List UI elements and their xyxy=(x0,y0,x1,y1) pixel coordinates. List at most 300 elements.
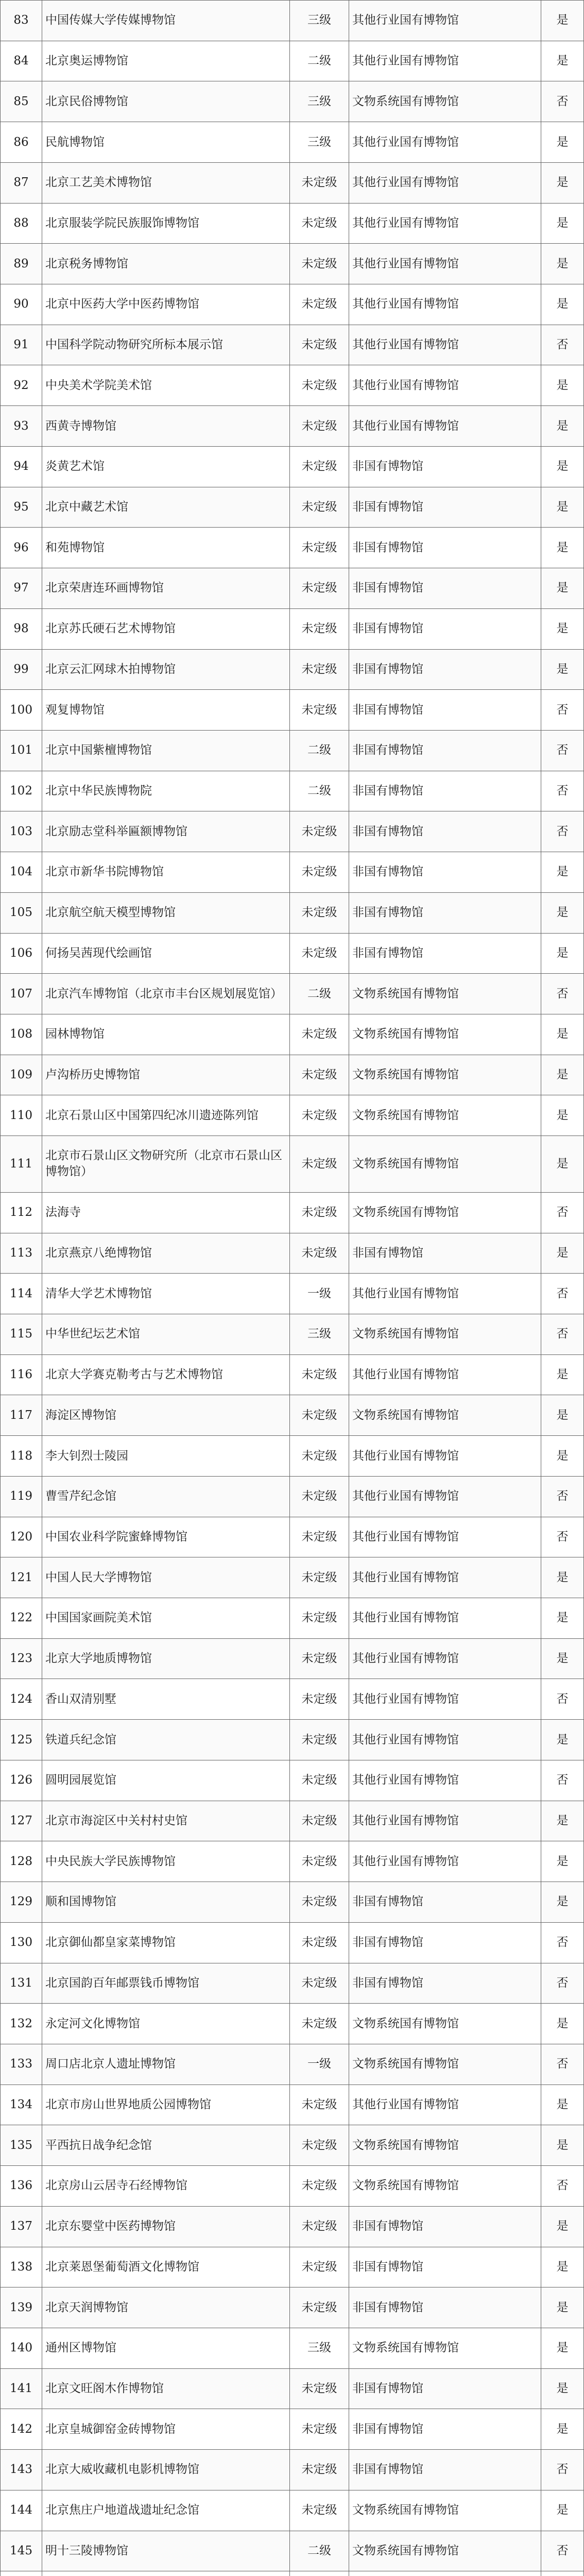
museum-name: 北京东婴堂中医药博物馆 xyxy=(42,2206,290,2247)
table-row xyxy=(1,365,584,406)
free-entry: 是 xyxy=(541,1055,584,1095)
row-number: 111 xyxy=(1,1136,42,1193)
museum-category: 其他行业国有博物馆 xyxy=(349,1436,541,1477)
museum-level: 未定级 xyxy=(290,933,349,974)
museum-level: 未定级 xyxy=(290,608,349,649)
free-entry: 是 xyxy=(541,487,584,528)
museum-category: 其他行业国有博物馆 xyxy=(349,1557,541,1598)
museum-name: 中国农业科学院蜜蜂博物馆 xyxy=(42,1517,290,1557)
museum-name: 清华大学艺术博物馆 xyxy=(42,1274,290,1314)
row-number: 118 xyxy=(1,1436,42,1477)
free-entry: 否 xyxy=(541,690,584,731)
free-entry: 是 xyxy=(541,2125,584,2166)
row-number: 110 xyxy=(1,1095,42,1136)
museum-name: 中国人民大学博物馆 xyxy=(42,1557,290,1598)
museum-level: 未定级 xyxy=(290,1136,349,1193)
museum-level: 未定级 xyxy=(290,2450,349,2490)
free-entry: 是 xyxy=(541,2206,584,2247)
free-entry: 是 xyxy=(541,1136,584,1193)
row-number: 84 xyxy=(1,41,42,81)
table-row xyxy=(1,1354,584,1395)
table-row xyxy=(1,1095,584,1136)
museum-level: 未定级 xyxy=(290,1638,349,1679)
table-row xyxy=(1,406,584,447)
table-row xyxy=(1,446,584,487)
row-number: 97 xyxy=(1,568,42,609)
museum-level: 未定级 xyxy=(290,1720,349,1760)
museum-level: 未定级 xyxy=(290,528,349,568)
free-entry: 否 xyxy=(541,325,584,365)
free-entry: 是 xyxy=(541,1095,584,1136)
museum-level: 未定级 xyxy=(290,2084,349,2125)
museum-name: 北京石景山区中国第四纪冰川遗迹陈列馆 xyxy=(42,1095,290,1136)
museum-name: 观复博物馆 xyxy=(42,690,290,731)
museum-name: 法海寺 xyxy=(42,1192,290,1233)
museum-name: 北京汽车博物馆（北京市丰台区规划展览馆） xyxy=(42,974,290,1014)
row-number: 99 xyxy=(1,649,42,690)
free-entry: 否 xyxy=(541,771,584,811)
row-number: 145 xyxy=(1,2531,42,2571)
museum-category: 非国有博物馆 xyxy=(349,649,541,690)
museum-level: 二级 xyxy=(290,974,349,1014)
row-number: 87 xyxy=(1,162,42,203)
row-number: 93 xyxy=(1,406,42,447)
museum-category: 文物系统国有博物馆 xyxy=(349,974,541,1014)
free-entry: 是 xyxy=(541,1,584,41)
museum-category: 非国有博物馆 xyxy=(349,892,541,933)
museum-level: 未定级 xyxy=(290,1922,349,1963)
museum-category: 非国有博物馆 xyxy=(349,608,541,649)
row-number: 100 xyxy=(1,690,42,731)
free-entry: 否 xyxy=(541,974,584,1014)
museum-name: 北京励志堂科举匾额博物馆 xyxy=(42,811,290,852)
table-row xyxy=(1,2125,584,2166)
museum-category: 非国有博物馆 xyxy=(349,1922,541,1963)
museum-category: 文物系统国有博物馆 xyxy=(349,2490,541,2531)
museum-level: 未定级 xyxy=(290,2004,349,2044)
free-entry: 是 xyxy=(541,203,584,244)
museum-category: 非国有博物馆 xyxy=(349,446,541,487)
free-entry: 是 xyxy=(541,852,584,893)
museum-name: 周口店北京人遗址博物馆 xyxy=(42,2044,290,2084)
table-row xyxy=(1,2206,584,2247)
museum-category: 非国有博物馆 xyxy=(349,690,541,731)
row-number: 91 xyxy=(1,325,42,365)
table-row xyxy=(1,2044,584,2084)
museum-level: 未定级 xyxy=(290,1963,349,2004)
free-entry: 是 xyxy=(541,528,584,568)
table-row xyxy=(1,974,584,1014)
museum-name: 曹雪芹纪念馆 xyxy=(42,1476,290,1517)
table-row xyxy=(1,1679,584,1720)
museum-level: 二级 xyxy=(290,2531,349,2571)
museum-category: 其他行业国有博物馆 xyxy=(349,1801,541,1841)
museum-name xyxy=(42,2571,290,2576)
museum-level: 未定级 xyxy=(290,2166,349,2207)
free-entry: 是 xyxy=(541,41,584,81)
museum-level: 三级 xyxy=(290,122,349,163)
museum-level: 未定级 xyxy=(290,325,349,365)
museum-name: 北京皇城御窑金砖博物馆 xyxy=(42,2409,290,2450)
museum-level: 未定级 xyxy=(290,1557,349,1598)
museum-category: 非国有博物馆 xyxy=(349,1882,541,1923)
table-row xyxy=(1,2571,584,2576)
museum-category: 文物系统国有博物馆 xyxy=(349,1314,541,1355)
museum-category: 其他行业国有博物馆 xyxy=(349,244,541,284)
museum-name: 北京大威收藏机电影机博物馆 xyxy=(42,2450,290,2490)
row-number: 126 xyxy=(1,1760,42,1801)
museum-name: 北京中国紫檀博物馆 xyxy=(42,730,290,771)
museum-category: 非国有博物馆 xyxy=(349,568,541,609)
table-row xyxy=(1,1638,584,1679)
table-row xyxy=(1,81,584,122)
museum-level xyxy=(290,2571,349,2576)
table-row xyxy=(1,1801,584,1841)
museum-category: 非国有博物馆 xyxy=(349,487,541,528)
free-entry: 否 xyxy=(541,1517,584,1557)
museum-name: 北京大学地质博物馆 xyxy=(42,1638,290,1679)
museum-level: 未定级 xyxy=(290,1476,349,1517)
table-row xyxy=(1,2004,584,2044)
museum-category: 非国有博物馆 xyxy=(349,933,541,974)
free-entry: 否 xyxy=(541,2044,584,2084)
table-row xyxy=(1,1720,584,1760)
museum-name: 铁道兵纪念馆 xyxy=(42,1720,290,1760)
row-number: 135 xyxy=(1,2125,42,2166)
row-number: 108 xyxy=(1,1014,42,1055)
museum-level: 未定级 xyxy=(290,162,349,203)
free-entry: 是 xyxy=(541,365,584,406)
free-entry: 是 xyxy=(541,2084,584,2125)
museum-category: 非国有博物馆 xyxy=(349,771,541,811)
museum-name: 明十三陵博物馆 xyxy=(42,2531,290,2571)
museum-name: 北京航空航天模型博物馆 xyxy=(42,892,290,933)
museum-level: 未定级 xyxy=(290,690,349,731)
free-entry: 是 xyxy=(541,1638,584,1679)
free-entry: 是 xyxy=(541,1233,584,1274)
museum-level: 未定级 xyxy=(290,284,349,325)
museum-category: 非国有博物馆 xyxy=(349,2409,541,2450)
row-number: 128 xyxy=(1,1841,42,1882)
row-number: 121 xyxy=(1,1557,42,1598)
table-row xyxy=(1,730,584,771)
museum-name: 中央美术学院美术馆 xyxy=(42,365,290,406)
museum-level: 未定级 xyxy=(290,2125,349,2166)
museum-name: 北京云汇网球木拍博物馆 xyxy=(42,649,290,690)
row-number: 83 xyxy=(1,1,42,41)
free-entry: 否 xyxy=(541,2166,584,2207)
museum-level: 未定级 xyxy=(290,1760,349,1801)
table-row xyxy=(1,1395,584,1436)
museum-category: 其他行业国有博物馆 xyxy=(349,1679,541,1720)
table-row xyxy=(1,2490,584,2531)
table-row xyxy=(1,487,584,528)
free-entry: 是 xyxy=(541,2409,584,2450)
free-entry: 是 xyxy=(541,1436,584,1477)
table-row xyxy=(1,1557,584,1598)
row-number: 141 xyxy=(1,2368,42,2409)
free-entry: 否 xyxy=(541,1760,584,1801)
table-row xyxy=(1,2247,584,2287)
free-entry: 否 xyxy=(541,1963,584,2004)
museum-name: 中国国家画院美术馆 xyxy=(42,1598,290,1639)
table-row xyxy=(1,528,584,568)
museum-level: 未定级 xyxy=(290,1436,349,1477)
museum-name: 北京中医药大学中医药博物馆 xyxy=(42,284,290,325)
row-number: 131 xyxy=(1,1963,42,2004)
museum-name: 顺和国博物馆 xyxy=(42,1882,290,1923)
row-number: 125 xyxy=(1,1720,42,1760)
museum-name: 炎黄艺术馆 xyxy=(42,446,290,487)
free-entry: 否 xyxy=(541,81,584,122)
museum-level: 未定级 xyxy=(290,2247,349,2287)
row-number: 89 xyxy=(1,244,42,284)
museum-category: 其他行业国有博物馆 xyxy=(349,1638,541,1679)
row-number: 139 xyxy=(1,2287,42,2328)
museum-category: 非国有博物馆 xyxy=(349,811,541,852)
row-number: 102 xyxy=(1,771,42,811)
museum-name: 北京焦庄户地道战遗址纪念馆 xyxy=(42,2490,290,2531)
table-row xyxy=(1,41,584,81)
museum-name: 通州区博物馆 xyxy=(42,2328,290,2368)
museum-name: 海淀区博物馆 xyxy=(42,1395,290,1436)
row-number: 117 xyxy=(1,1395,42,1436)
table-row xyxy=(1,2084,584,2125)
museum-level: 未定级 xyxy=(290,2368,349,2409)
museum-level: 二级 xyxy=(290,730,349,771)
table-row xyxy=(1,2450,584,2490)
free-entry: 否 xyxy=(541,2531,584,2571)
table-row xyxy=(1,2409,584,2450)
museum-category: 其他行业国有博物馆 xyxy=(349,1274,541,1314)
museum-level: 未定级 xyxy=(290,1095,349,1136)
row-number: 115 xyxy=(1,1314,42,1355)
museum-name: 北京市海淀区中关村村史馆 xyxy=(42,1801,290,1841)
free-entry: 否 xyxy=(541,1679,584,1720)
museum-name: 中国科学院动物研究所标本展示馆 xyxy=(42,325,290,365)
table-row xyxy=(1,122,584,163)
museum-category: 其他行业国有博物馆 xyxy=(349,1517,541,1557)
museum-category: 非国有博物馆 xyxy=(349,1233,541,1274)
row-number: 101 xyxy=(1,730,42,771)
free-entry: 是 xyxy=(541,933,584,974)
row-number: 119 xyxy=(1,1476,42,1517)
museum-name: 北京房山云居寺石经博物馆 xyxy=(42,2166,290,2207)
museum-level: 未定级 xyxy=(290,1679,349,1720)
row-number: 113 xyxy=(1,1233,42,1274)
free-entry: 是 xyxy=(541,1801,584,1841)
museum-category: 其他行业国有博物馆 xyxy=(349,325,541,365)
free-entry: 否 xyxy=(541,1274,584,1314)
table-row xyxy=(1,811,584,852)
table-row xyxy=(1,608,584,649)
free-entry xyxy=(541,2571,584,2576)
free-entry: 是 xyxy=(541,1395,584,1436)
museum-level: 一级 xyxy=(290,2044,349,2084)
museum-name: 北京荣唐连环画博物馆 xyxy=(42,568,290,609)
row-number: 137 xyxy=(1,2206,42,2247)
table-row xyxy=(1,1517,584,1557)
museum-level: 未定级 xyxy=(290,1801,349,1841)
museum-level: 三级 xyxy=(290,2328,349,2368)
table-row xyxy=(1,162,584,203)
free-entry: 是 xyxy=(541,1014,584,1055)
museum-category: 非国有博物馆 xyxy=(349,528,541,568)
museum-name: 北京税务博物馆 xyxy=(42,244,290,284)
free-entry: 是 xyxy=(541,1354,584,1395)
row-number: 106 xyxy=(1,933,42,974)
table-row xyxy=(1,771,584,811)
row-number: 120 xyxy=(1,1517,42,1557)
museum-level: 未定级 xyxy=(290,1055,349,1095)
museum-category: 文物系统国有博物馆 xyxy=(349,1014,541,1055)
free-entry: 是 xyxy=(541,284,584,325)
museum-name: 永定河文化博物馆 xyxy=(42,2004,290,2044)
museum-category: 非国有博物馆 xyxy=(349,2287,541,2328)
table-row xyxy=(1,1014,584,1055)
museum-category: 文物系统国有博物馆 xyxy=(349,1136,541,1193)
free-entry: 是 xyxy=(541,2368,584,2409)
museum-name: 中华世纪坛艺术馆 xyxy=(42,1314,290,1355)
museum-name: 和苑博物馆 xyxy=(42,528,290,568)
museum-category: 文物系统国有博物馆 xyxy=(349,2166,541,2207)
row-number: 112 xyxy=(1,1192,42,1233)
museum-category: 文物系统国有博物馆 xyxy=(349,1395,541,1436)
museum-name: 北京御仙都皇家菜博物馆 xyxy=(42,1922,290,1963)
table-row xyxy=(1,1760,584,1801)
museum-category: 文物系统国有博物馆 xyxy=(349,2044,541,2084)
free-entry: 是 xyxy=(541,1882,584,1923)
free-entry: 否 xyxy=(541,1922,584,1963)
museum-name: 北京国韵百年邮票钱币博物馆 xyxy=(42,1963,290,2004)
museum-category: 其他行业国有博物馆 xyxy=(349,203,541,244)
free-entry: 是 xyxy=(541,2328,584,2368)
table-row xyxy=(1,690,584,731)
museum-name: 平西抗日战争纪念馆 xyxy=(42,2125,290,2166)
museum-level: 未定级 xyxy=(290,1395,349,1436)
museum-category: 其他行业国有博物馆 xyxy=(349,2084,541,2125)
row-number: 104 xyxy=(1,852,42,893)
row-number: 130 xyxy=(1,1922,42,1963)
table-row xyxy=(1,2368,584,2409)
museum-name: 北京市石景山区文物研究所（北京市石景山区博物馆） xyxy=(42,1136,290,1193)
free-entry: 是 xyxy=(541,608,584,649)
museum-table-body xyxy=(1,1,584,2576)
museum-category: 非国有博物馆 xyxy=(349,1963,541,2004)
museum-name: 民航博物馆 xyxy=(42,122,290,163)
free-entry: 是 xyxy=(541,2287,584,2328)
museum-name: 北京天润博物馆 xyxy=(42,2287,290,2328)
museum-name: 北京中华民族博物院 xyxy=(42,771,290,811)
museum-level: 未定级 xyxy=(290,2206,349,2247)
table-row xyxy=(1,1476,584,1517)
table-row xyxy=(1,1963,584,2004)
table-row xyxy=(1,649,584,690)
table-row xyxy=(1,1436,584,1477)
table-row xyxy=(1,568,584,609)
museum-name: 北京大学赛克勒考古与艺术博物馆 xyxy=(42,1354,290,1395)
row-number: 107 xyxy=(1,974,42,1014)
museum-name: 圆明园展览馆 xyxy=(42,1760,290,1801)
table-row xyxy=(1,1841,584,1882)
museum-name: 北京中藏艺术馆 xyxy=(42,487,290,528)
row-number: 123 xyxy=(1,1638,42,1679)
museum-category: 其他行业国有博物馆 xyxy=(349,1841,541,1882)
museum-category: 其他行业国有博物馆 xyxy=(349,284,541,325)
table-row xyxy=(1,203,584,244)
museum-level: 二级 xyxy=(290,41,349,81)
museum-category: 其他行业国有博物馆 xyxy=(349,41,541,81)
row-number: 94 xyxy=(1,446,42,487)
museum-level: 未定级 xyxy=(290,892,349,933)
row-number xyxy=(1,2571,42,2576)
row-number: 86 xyxy=(1,122,42,163)
museum-category: 非国有博物馆 xyxy=(349,730,541,771)
row-number: 116 xyxy=(1,1354,42,1395)
museum-name: 中国传媒大学传媒博物馆 xyxy=(42,1,290,41)
museum-name: 何扬吴茜现代绘画馆 xyxy=(42,933,290,974)
row-number: 143 xyxy=(1,2450,42,2490)
row-number: 129 xyxy=(1,1882,42,1923)
museum-name: 中央民族大学民族博物馆 xyxy=(42,1841,290,1882)
museum-level: 三级 xyxy=(290,1314,349,1355)
museum-category: 其他行业国有博物馆 xyxy=(349,1354,541,1395)
row-number: 136 xyxy=(1,2166,42,2207)
row-number: 142 xyxy=(1,2409,42,2450)
row-number: 98 xyxy=(1,608,42,649)
table-row xyxy=(1,2287,584,2328)
museum-level: 未定级 xyxy=(290,852,349,893)
free-entry: 是 xyxy=(541,1557,584,1598)
museum-level: 未定级 xyxy=(290,446,349,487)
museum-category: 其他行业国有博物馆 xyxy=(349,365,541,406)
museum-category: 其他行业国有博物馆 xyxy=(349,1476,541,1517)
museum-name: 北京市新华书院博物馆 xyxy=(42,852,290,893)
table-row xyxy=(1,1233,584,1274)
free-entry: 是 xyxy=(541,446,584,487)
row-number: 105 xyxy=(1,892,42,933)
museum-level: 未定级 xyxy=(290,1233,349,1274)
table-row xyxy=(1,325,584,365)
free-entry: 是 xyxy=(541,2490,584,2531)
table-row xyxy=(1,1192,584,1233)
museum-name: 西黄寺博物馆 xyxy=(42,406,290,447)
museum-category: 文物系统国有博物馆 xyxy=(349,2004,541,2044)
table-row xyxy=(1,2531,584,2571)
table-row xyxy=(1,1598,584,1639)
table-row xyxy=(1,1922,584,1963)
free-entry: 是 xyxy=(541,1841,584,1882)
museum-level: 未定级 xyxy=(290,2409,349,2450)
museum-name: 北京莱恩堡葡萄酒文化博物馆 xyxy=(42,2247,290,2287)
museum-name: 香山双清别墅 xyxy=(42,1679,290,1720)
free-entry: 是 xyxy=(541,568,584,609)
museum-category: 其他行业国有博物馆 xyxy=(349,1,541,41)
free-entry: 否 xyxy=(541,1476,584,1517)
museum-level: 未定级 xyxy=(290,203,349,244)
free-entry: 是 xyxy=(541,2004,584,2044)
museum-level: 未定级 xyxy=(290,649,349,690)
museum-level: 三级 xyxy=(290,1,349,41)
museum-category: 文物系统国有博物馆 xyxy=(349,1095,541,1136)
free-entry: 是 xyxy=(541,649,584,690)
table-row xyxy=(1,1,584,41)
table-row xyxy=(1,1055,584,1095)
row-number: 90 xyxy=(1,284,42,325)
row-number: 95 xyxy=(1,487,42,528)
table-row xyxy=(1,1274,584,1314)
museum-level: 未定级 xyxy=(290,1014,349,1055)
